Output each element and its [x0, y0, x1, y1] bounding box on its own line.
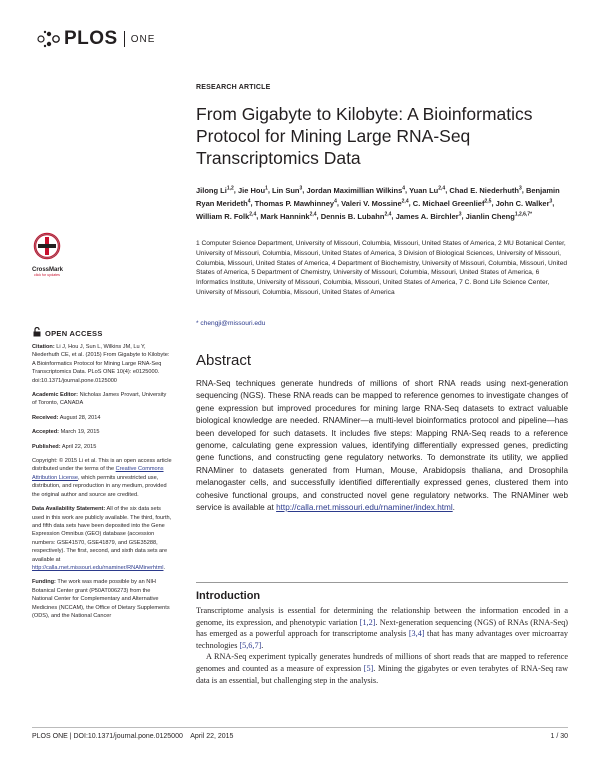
author-affiliation-marker: 3 — [458, 211, 462, 218]
author-name: C. Michael Greenlief$^{2,5}$ — [412, 198, 492, 208]
intro-paragraph-1: Transcriptome analysis is essential for determining the relationship between the information encoded in a genome, its expression, and phenotypic variation [1,2]. Next-generation sequencing (NGS) of RNAs (RNA-Seq) has emerged as a powerful approach for transcriptome analysis [3,4] that has many advantages over microarray technologies [5,6,7]. — [196, 606, 569, 650]
copyright-info: Copyright: © 2015 Li et al. This is an open access article distributed under the terms of the Creative Commons Attribution License, which permits unrestricted use, distribution, and reproduction in any medium, provided the original author and source are credited. — [32, 458, 172, 498]
author-list: Jilong Li$^{1,2}$, Jie Hou$^1$, Lin Sun$^3$, Jordan Maximillian Wilkins$^4$, Yuan Lu$^{2,4}$, Chad E. Niederhuth$^3$, Benjamin Ryan Merideth$^4$, Thomas P. Mawhinney$^4$, Valeri V. Mossine$^{2,4}$, C. Michael Greenlief$^{2,5}$, John C. Walker$^3$, William R. Folk$^{2,4}$, Mark Hannink$^{2,4}$, Dennis B. Lubahn$^{2,4}$, James A. Birchler$^3$, Jianlin Cheng$^{1,2,6,7*}$ — [196, 185, 560, 221]
author-name: Dennis B. Lubahn$^{2,4}$ — [320, 211, 392, 221]
author-affiliation-marker: 4 — [402, 185, 406, 191]
plos-logo — [36, 28, 155, 50]
author-name: Lin Sun$^3$ — [272, 185, 303, 195]
crossmark-label: CrossMark — [32, 267, 64, 273]
intro-paragraph-2: A RNA-Seq experiment typically generates hundreds of millions of short reads that are mapped to reference genomes and counted as a measure of expression [5]. Mining the gigabytes or even terabytes of RNA-Seq raw data is an essential, but challenging step in the analysis. — [196, 652, 568, 685]
funding-info: Funding: The work was made possible by an NIH Botanical Center grant (P50AT006273) from the National Center for Complementary and Alternative Medicines (NCCAM), the Office of Dietary Supplements (ODS), and the National Cancer — [32, 579, 170, 619]
abstract-text: RNA-Seq techniques generate hundreds of millions of short RNA reads using next-generation sequencing (NGS). These RNA reads can be mapped to reference genomes to investigate changes of gene expression but improved procedures for mining large RNA-Seq datasets to extract valuable biological knowledge are needed. RNAMiner—a multi-level bioinformatics protocol and pipeline—has been developed for such datasets. It includes five steps: Mapping RNA-Seq reads to a reference genome, calculating gene expression values, identifying differentially expressed genes, predicting gene functions, and constructing gene regulatory networks. To demonstrate its utility, we applied RNAMiner to datasets generated from Human, Mouse, Arabidopsis thaliana, and Drosophila melanogaster cells, and successfully identified differentially expressed genes, clustered them into cohesive functional groups, and constructed novel gene regulatory networks. The RNAMiner web service is available at — [196, 379, 568, 513]
data-availability: Data Availability Statement: All of the six data sets used in this work are publicly available. The third, fourth, and fifth data sets have been deposited into the Gene Expression Omnibus (GEO) database (accession numbers: GSE41570, GSE41879, and GSE35288, respectively). The first, second, and sixth data sets are available at http://calla.rnet.missouri.edu/rnaminer/RNAMinerhtml. — [32, 506, 172, 571]
author-affiliation-marker: 1 — [265, 185, 268, 191]
rnaminer-link[interactable]: http://calla.rnet.missouri.edu/rnaminer/index.html — [276, 503, 453, 513]
accepted-date: Accepted: March 19, 2015 — [32, 429, 100, 436]
citation-ref[interactable]: [5,6,7] — [239, 640, 262, 650]
open-lock-icon — [33, 327, 41, 339]
author-name: Jie Hou$^1$ — [237, 185, 268, 195]
page-number: 1 / 30 — [550, 733, 568, 740]
introduction-body — [196, 605, 568, 686]
citation-info: Citation: Li J, Hou J, Sun L, Wilkins JM, Lu Y, Niederhuth CE, et al. (2015) From Gigabyte to Kilobyte: A Bioinformatics Protocol for Mining Large RNA-Seq Transcriptomics Data. PLoS ONE 10(4): e0125000. doi:10.1371/journal.pone.0125000 — [32, 344, 170, 384]
author-name: Thomas P. Mawhinney$^4$ — [254, 198, 337, 208]
crossmark-badge[interactable] — [32, 232, 62, 276]
abstract-heading: Abstract — [196, 352, 252, 369]
author-affiliation-marker: 3 — [299, 185, 303, 191]
author-affiliation-marker: 2,4 — [309, 211, 317, 218]
article-title: From Gigabyte to Kilobyte: A Bioinformatics Protocol for Mining Large RNA-Seq Transcriptomics Data — [196, 104, 533, 168]
footer-citation: PLOS ONE | DOI:10.1371/journal.pone.0125000 April 22, 2015 — [32, 733, 234, 740]
citation-ref[interactable]: [1,2] — [359, 617, 376, 627]
author-name: Benjamin Ryan Merideth$^4$ — [196, 185, 560, 208]
citation-ref[interactable]: [5] — [363, 663, 374, 673]
plos-dots-icon — [36, 29, 62, 49]
author-affiliation-marker: 2,4 — [438, 185, 446, 191]
author-affiliation-marker: 3 — [549, 198, 553, 205]
author-name: James A. Birchler$^3$ — [395, 211, 462, 221]
open-access-badge — [33, 327, 103, 339]
author-affiliation-marker: 4 — [334, 198, 337, 205]
author-affiliation-marker: 1,2,6,7* — [514, 211, 533, 218]
license-link[interactable]: Creative Commons Attribution License — [32, 466, 164, 481]
article-type: RESEARCH ARTICLE — [196, 84, 271, 91]
article-info-sidebar — [32, 343, 172, 626]
author-name: William R. Folk$^{2,4}$ — [196, 211, 257, 221]
author-name: Jianlin Cheng$^{1,2,6,7*}$ — [465, 211, 533, 221]
correspondence-email[interactable]: * chengji@missouri.edu — [196, 320, 266, 327]
abstract-body — [196, 378, 568, 514]
crossmark-icon — [32, 232, 62, 264]
footer-divider — [32, 727, 568, 728]
author-name: Valeri V. Mossine$^{2,4}$ — [341, 198, 409, 208]
author-affiliation-marker: 2,5 — [484, 198, 492, 205]
author-affiliation-marker: 2,4 — [249, 211, 257, 218]
author-name: Mark Hannink$^{2,4}$ — [260, 211, 317, 221]
received-date: Received: August 28, 2014 — [32, 414, 101, 421]
author-affiliation-marker: 1,2 — [226, 185, 234, 191]
section-divider — [196, 582, 568, 583]
author-name: Yuan Lu$^{2,4}$ — [409, 185, 446, 195]
author-name: Jordan Maximillian Wilkins$^4$ — [306, 185, 406, 195]
affiliations: 1 Computer Science Department, University of Missouri, Columbia, Missouri, United States of America, 2 MU Botanical Center, University of Missouri, Columbia, Missouri, United States of America, 3 Division of Biological Sciences, University of Missouri, Columbia, Missouri, United States of America, 4 Department of Biochemistry, University of Missouri, Columbia, Missouri, United States of America, 5 Department of Chemistry, University of Missouri, Columbia, Missouri, United States of America, 6 Informatics Institute, University of Missouri, Columbia, Missouri, United States of America, 7 C. Bond Life Science Center, University of Missouri, Columbia, Missouri, United States of America — [196, 240, 568, 296]
citation-ref[interactable]: [3,4] — [408, 629, 425, 639]
author-affiliation-marker: 3 — [518, 185, 522, 191]
author-name: Chad E. Niederhuth$^3$ — [449, 185, 522, 195]
introduction-heading: Introduction — [196, 590, 261, 602]
plos-wordmark: PLOS — [64, 28, 118, 49]
page-footer — [32, 733, 568, 740]
author-name: John C. Walker$^3$ — [495, 198, 553, 208]
data-link[interactable]: http://calla.rnet.missouri.edu/rnaminer/RNAMinerhtml — [32, 564, 164, 571]
published-date: Published: April 22, 2015 — [32, 443, 97, 450]
author-affiliation-marker: 2,4 — [401, 198, 409, 205]
abstract-end: . — [452, 503, 455, 513]
author-name: Jilong Li$^{1,2}$ — [196, 185, 234, 195]
author-affiliation-marker: 4 — [247, 198, 251, 205]
journal-name: ONE — [130, 33, 156, 45]
author-affiliation-marker: 2,4 — [384, 211, 392, 218]
editor-info: Academic Editor: Nicholas James Provart, University of Toronto, CANADA — [32, 392, 167, 407]
logo-divider — [124, 31, 125, 47]
crossmark-sublabel: click for updates — [34, 273, 60, 277]
open-access-label: OPEN ACCESS — [45, 328, 103, 338]
